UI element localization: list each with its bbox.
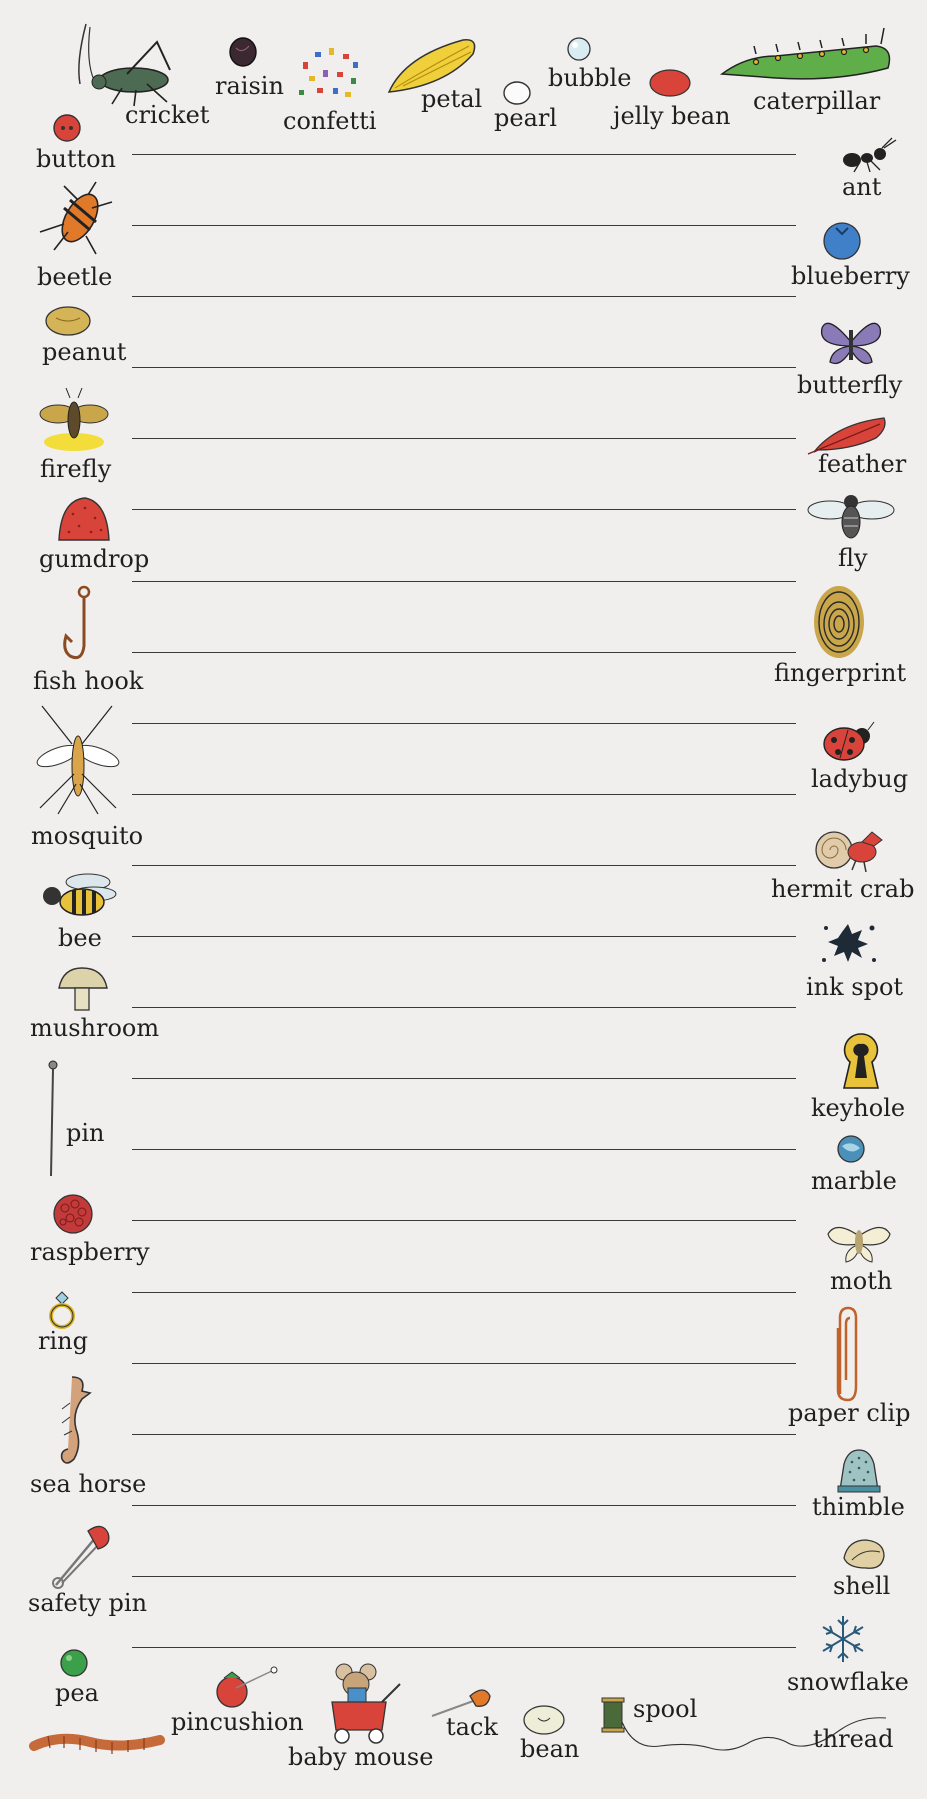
fly-label: fly [838,544,868,572]
raspberry-label: raspberry [30,1238,150,1266]
mosquito-icon [32,704,124,816]
paper-clip-icon [832,1306,862,1404]
confetti-label: confetti [283,107,377,135]
hermit-crab-label: hermit crab [771,875,915,903]
fish-hook-label: fish hook [33,667,144,695]
thimble-icon [836,1448,882,1494]
bean-label: bean [520,1735,580,1763]
writing-line [132,296,796,297]
jelly-bean-label: jelly bean [613,102,731,130]
butterfly-icon [818,316,884,370]
keyhole-icon [842,1032,880,1092]
beetle-label: beetle [37,263,113,291]
writing-line [132,1647,796,1648]
pin-icon [46,1060,60,1178]
fingerprint-label: fingerprint [774,659,907,687]
hermit-crab-icon [812,826,884,874]
sea-horse-label: sea horse [30,1470,147,1498]
ant-icon [840,138,898,174]
caterpillar-icon [716,22,896,86]
feather-label: feather [818,450,907,478]
marble-label: marble [811,1167,897,1195]
raisin-label: raisin [215,72,284,100]
writing-line [132,367,796,368]
beetle-icon [34,178,114,260]
firefly-icon [40,384,110,452]
peanut-icon [44,304,92,338]
jelly-bean-icon [648,68,692,98]
moth-icon [826,1220,892,1266]
writing-line [132,723,796,724]
pincushion-label: pincushion [171,1708,304,1736]
petal-label: petal [421,85,483,113]
fish-hook-icon [60,584,100,666]
mushroom-icon [55,966,109,1014]
writing-line [132,509,796,510]
blueberry-icon [820,220,864,260]
spool-label: spool [633,1695,698,1723]
writing-line [132,1576,796,1577]
ink-spot-label: ink spot [806,973,904,1001]
mosquito-label: mosquito [31,822,144,850]
snowflake-label: snowflake [787,1668,909,1696]
ink-spot-icon [820,918,878,968]
confetti-icon [295,46,365,106]
sea-horse-icon [52,1373,96,1469]
writing-line [132,865,796,866]
butterfly-label: butterfly [797,371,903,399]
writing-line [132,438,796,439]
bee-label: bee [58,924,102,952]
keyhole-label: keyhole [811,1094,906,1122]
marble-icon [836,1134,866,1164]
writing-line [132,1363,796,1364]
paper-clip-label: paper clip [788,1399,911,1427]
writing-line [132,154,796,155]
gumdrop-label: gumdrop [39,545,150,573]
thread-label: thread [813,1725,894,1753]
safety-pin-icon [50,1523,110,1589]
pea-label: pea [55,1679,99,1707]
writing-line [132,1220,796,1221]
ring-icon [46,1290,78,1330]
ant-label: ant [842,173,882,201]
tack-label: tack [446,1713,498,1741]
writing-line [132,1505,796,1506]
safety-pin-label: safety pin [28,1589,148,1617]
baby-mouse-label: baby mouse [288,1743,434,1771]
shell-icon [842,1538,886,1572]
bee-icon [38,868,120,922]
fingerprint-icon [812,584,866,660]
blueberry-label: blueberry [791,262,910,290]
writing-line [132,652,796,653]
pincushion-icon [214,1664,278,1710]
bubble-icon [565,36,593,62]
fly-icon [808,490,894,542]
ring-label: ring [38,1327,88,1355]
snowflake-icon [818,1614,868,1664]
button-label: button [36,145,117,173]
pearl-icon [502,80,532,106]
shell-label: shell [833,1572,891,1600]
writing-line [132,1434,796,1435]
writing-line [132,794,796,795]
mushroom-label: mushroom [30,1014,160,1042]
button-icon [52,113,82,143]
raisin-icon [228,36,258,68]
caterpillar-label: caterpillar [753,87,881,115]
baby-mouse-icon [326,1662,406,1748]
bean-icon [522,1704,566,1736]
gumdrop-icon [55,494,111,542]
moth-label: moth [830,1267,893,1295]
cricket-label: cricket [125,101,210,129]
bubble-label: bubble [548,64,632,92]
pin-label: pin [66,1119,105,1147]
writing-line [132,1078,796,1079]
thimble-label: thimble [812,1493,905,1521]
writing-line [132,936,796,937]
writing-line [132,581,796,582]
writing-line [132,1292,796,1293]
ladybug-icon [818,720,874,764]
raspberry-icon [52,1192,94,1236]
writing-line [132,1007,796,1008]
pea-icon [58,1648,90,1678]
firefly-label: firefly [40,455,112,483]
ladybug-label: ladybug [811,765,909,793]
writing-line [132,225,796,226]
peanut-label: peanut [42,338,127,366]
cricket-icon [72,22,202,107]
writing-line [132,1149,796,1150]
worm-icon [30,1726,166,1754]
pearl-label: pearl [494,104,558,132]
